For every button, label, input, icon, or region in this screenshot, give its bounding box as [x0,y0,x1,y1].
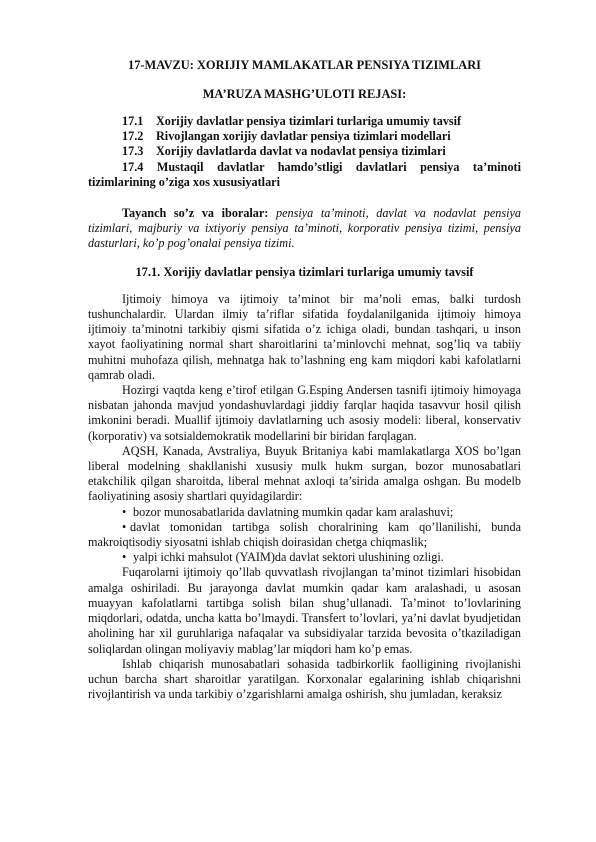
plan-heading: MA’RUZA MASHG’ULOTI REJASI: [202,87,407,101]
bullet-icon: • [122,550,127,565]
paragraph: Fuqarolarni ijtimoiy qo’llab quvvatlash rivojlangan ta’minot tizimlari hisobidan amalga oshiriladi. Bu jarayonga davlat mumkin qadar kam aralashadi, u asosan muayyan kafolatlarni tartibga solish bilan shug’ullanadi. Ta’minot to’lovlarining miqdorlari, odatda, uncha katta bo’lmaydi. Transfert to’lovlari, ya’ni davlat byudjetidan aholining har xil guruhlariga nafaqalar va subsidiyalar tarzida bevosita o’tkaziladigan soliqlardan olingan moliyaviy mablag’lar miqdori ham ko’p emas. [88,565,521,656]
plan-item-text: Xorijiy davlatlarda davlat va nodavlat pensiya tizimlari [156,144,446,159]
plan-item [88,144,521,159]
page-content [88,57,521,702]
section-heading: 17.1. Xorijiy davlatlar pensiya tizimlari turlariga umumiy tavsif [135,264,474,279]
paragraph: Hozirgi vaqtda keng e’tirof etilgan G.Esping Andersen tasnifi ijtimoiy himoyaga nisbatan jahonda mavjud yondashuvlardagi jiddiy farqlar haqida tasavvur hosil qilish imkonini beradi. Muallif ijtimoiy davlatlarning uch asosiy modeli: liberal, konservativ (korporativ) va sotsialdemokratik modellarini bir biridan farqlagan. [88,383,521,443]
plan-item-text: Xorijiy davlatlar pensiya tizimlari turlariga umumiy tavsif [156,114,462,128]
bullet-item [88,550,521,565]
plan-item-text: Mustaqil davlatlar hamdo’stligi davlatlari pensiya ta’minoti tizimlarining o’ziga xos xususiyatlari [88,159,521,189]
bullet-icon: • [122,519,127,534]
bullet-item [88,505,521,520]
plan-item-number: 17.3 [122,144,144,159]
plan-item [88,160,521,190]
section-body [88,292,521,702]
bullet-text: davlat tomonidan tartibga solish choralrining kam qo’llanilishi, bunda makroiqtisodiy siyosatni ishlab chiqish doirasidan chetga chiqmaslik; [88,519,521,550]
bullet-text: bozor munosabatlarida davlatning mumkin qadar kam aralashuvi; [133,504,454,519]
plan-item-number: 17.2 [122,129,144,144]
plan-item [88,114,521,129]
page-title: 17-MAVZU: XORIJIY MAMLAKATLAR PENSIYA TIZIMLARI [128,58,481,72]
bullet-text: yalpi ichki mahsulot (YAIM)da davlat sektori ulushining ozligi. [133,550,444,565]
paragraph: AQSH, Kanada, Avstraliya, Buyuk Britaniya kabi mamlakatlarga XOS bo’lgan liberal modelning shakllanishi xususiy mulk hukm surgan, bozor munosabatlari etakchilik qilgan sharoitda, liberal mehnat axloqi ta’sirida amalga oshgan. Bu modelb faoliyatining asosiy shartlari quyidagilardir: [88,443,521,504]
plan-item-number: 17.1 [122,114,144,128]
keywords-paragraph [88,206,521,252]
bullet-item [88,520,521,550]
paragraph: Ishlab chiqarish munosabatlari sohasida tadbirkorlik faolligining rivojlanishi uchun barcha shart sharoitlar yaratilgan. Korxonalar egalarining ishlab chiqarishni rivojlantirish va unda tarkibiy o’zgarishlarni amalga oshirish, shu jumladan, keraksiz [88,656,521,702]
plan-item-text: Rivojlangan xorijiy davlatlar pensiya tizimlari modellari [156,129,451,144]
plan-item [88,129,521,144]
keywords-text: pensiya ta’minoti, davlat va nodavlat pensiya tizimlari, majburiy va ixtiyoriy pensiya ta’minoti, korporativ pensiya tizimi, pensiya dasturlari, ko’p pog’onalai pensiya tizimi. [88,206,521,251]
plan-list [88,114,521,190]
bullet-icon: • [122,504,127,519]
paragraph: Ijtimoiy himoya va ijtimoiy ta’minot bir ma’noli emas, balki turdosh tushunchalardir. Ulardan ilmiy ta’riflar sifatida foydalanilganida ijtimoiy himoya ijtimoiy ta’minotni tarkibiy qismi sifatida o’z ichiga oladi, bundan tashqari, u inson xayot faoliyatining normal shart sharoitlarini ta’minlovchi mehnat, sog’liq va tabiiy muhitni muhofaza qilish, mehnatga hak to’lashning eng kam miqdori kabi kafolatlarni qamrab oladi. [88,291,521,382]
plan-item-number: 17.4 [122,159,144,174]
keywords-label: Tayanch so’z va iboralar: [122,206,269,221]
